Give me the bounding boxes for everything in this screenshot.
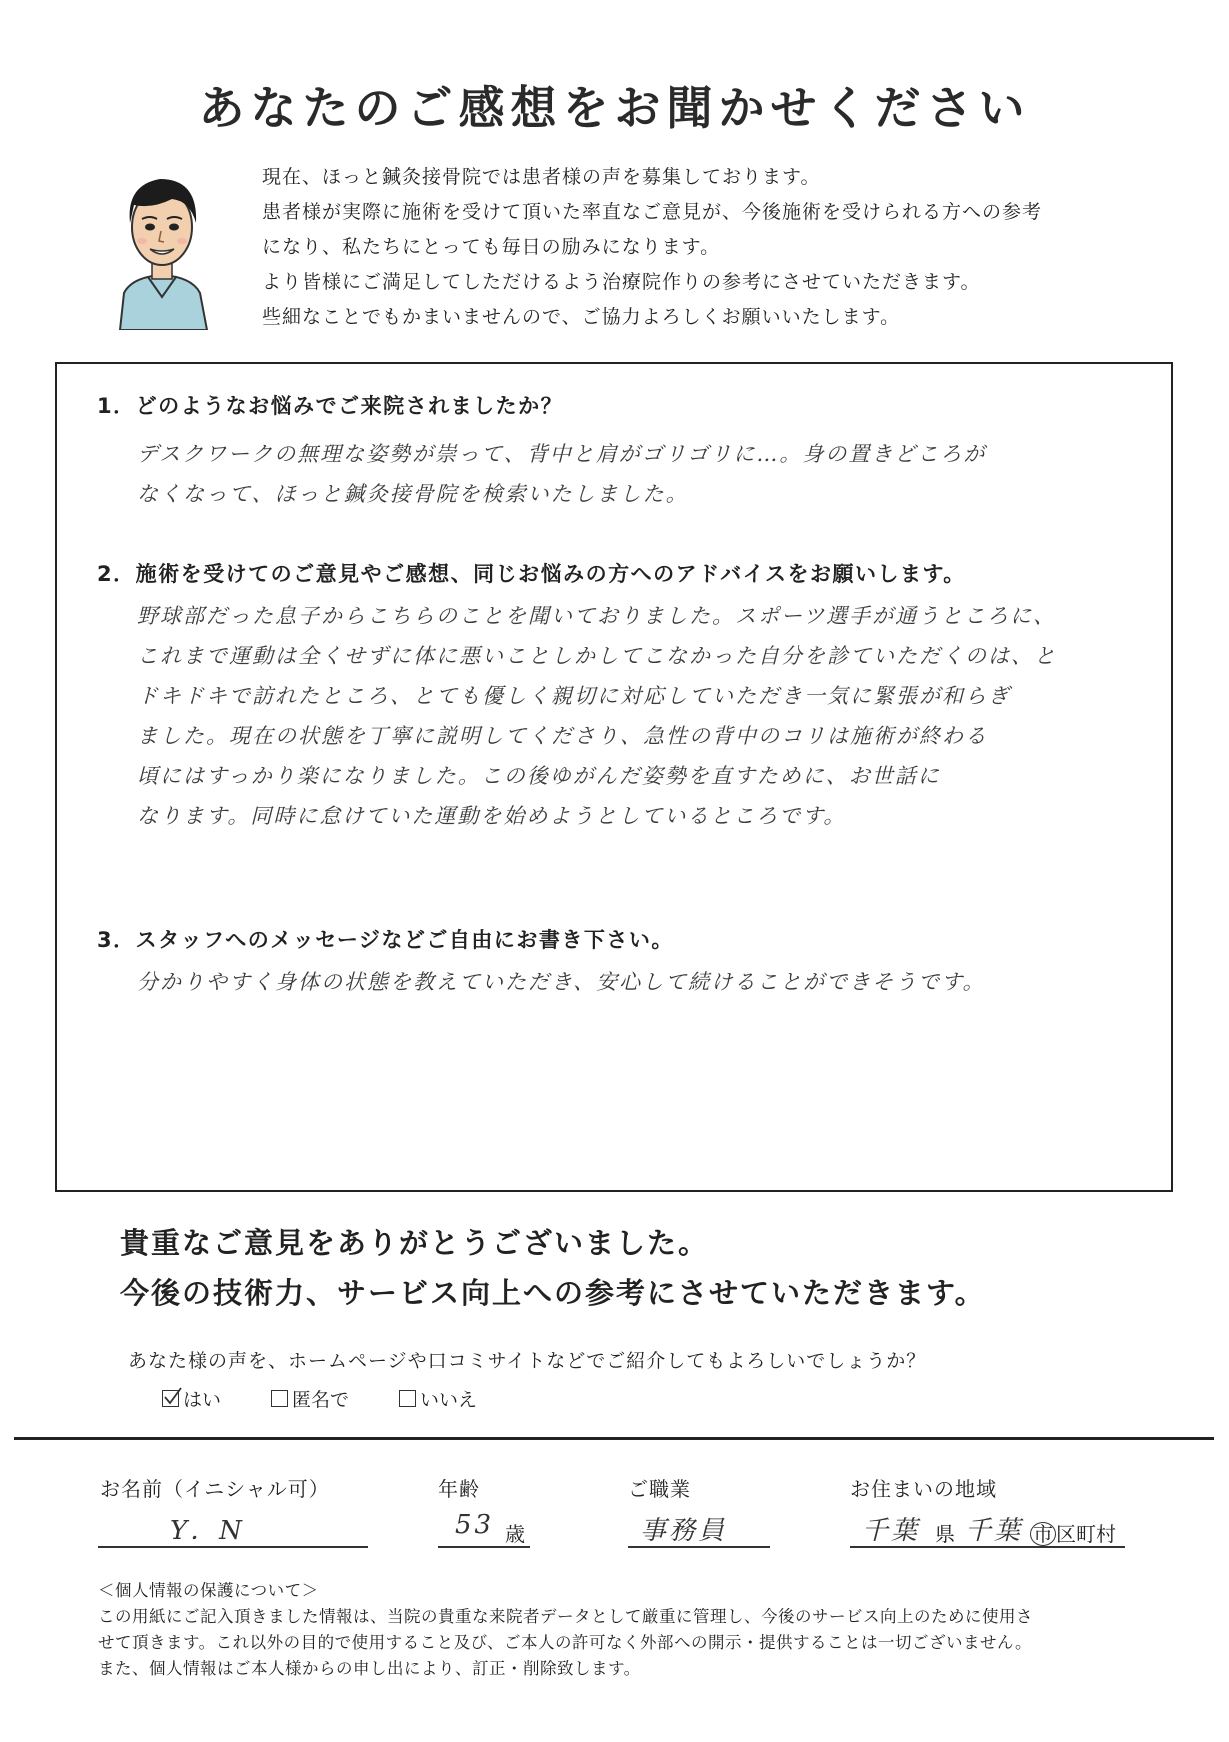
age-underline (438, 1546, 530, 1548)
consent-option-label: いいえ (420, 1389, 478, 1411)
job-value[interactable]: 事務員 (640, 1516, 728, 1546)
answer-line: なります。同時に怠けていた運動を始めようとしているところです。 (137, 804, 847, 828)
area-city-rest: 区町村 (1056, 1522, 1116, 1546)
intro-line: になり、私たちにとっても毎日の励みになります。 (262, 236, 721, 258)
privacy-line: せて頂きます。これ以外の目的で使用すること及び、ご本人の許可なく外部への開示・提供することは一切ございません。 (98, 1633, 1033, 1652)
age-value[interactable]: 53 (455, 1510, 495, 1540)
age-unit: 歳 (505, 1522, 525, 1546)
answer-line: デスクワークの無理な姿勢が崇って、背中と肩がゴリゴリに…。身の置きどころが (137, 442, 987, 466)
question-1-label: 1．どのようなお悩みでご来院されましたか？ (97, 394, 564, 418)
question-3-answer (137, 962, 1147, 1002)
consent-option-label: はい (183, 1389, 222, 1411)
answer-line: ました。現在の状態を丁寧に説明してくださり、急性の背中のコリは施術が終わる (137, 724, 988, 748)
answer-line: これまで運動は全くせずに体に悪いことしかしてこなかった自分を診ていただくのは、と (137, 644, 1057, 668)
intro-line: 現在、ほっと鍼灸接骨院では患者様の声を募集しております。 (262, 166, 821, 188)
checkbox-unchecked[interactable] (271, 1390, 288, 1407)
intro-text (262, 160, 1142, 335)
check-mark-icon (161, 1385, 183, 1407)
privacy-line: この用紙にご記入頂きました情報は、当院の貴重な来院者データとして厳重に管理し、今後のサービス向上のために使用さ (98, 1607, 1033, 1626)
area-prefecture-value[interactable]: 千葉 (862, 1516, 921, 1546)
area-city-value[interactable]: 千葉 (965, 1516, 1024, 1546)
answer-line: 野球部だった息子からこちらのことを聞いておりました。スポーツ選手が通うところに、 (137, 604, 1057, 628)
intro-line: 患者様が実際に施術を受けて頂いた率直なご意見が、今後施術を受けられる方への参考 (262, 201, 1043, 223)
answer-line: ドキドキで訪れたところ、とても優しく親切に対応していただき一気に緊張が和らぎ (137, 684, 1011, 708)
privacy-notice (98, 1578, 1138, 1682)
consent-option-anonymous[interactable] (271, 1385, 349, 1412)
consent-option-no[interactable] (399, 1385, 477, 1412)
question-1-answer (137, 434, 1147, 514)
thanks-line: 今後の技術力、サービス向上への参考にさせていただきます。 (120, 1276, 986, 1310)
privacy-line: また、個人情報はご本人様からの申し出により、訂正・削除致します。 (98, 1659, 641, 1678)
answer-line: なくなって、ほっと鍼灸接骨院を検索いたしました。 (137, 482, 689, 506)
intro-line: 些細なことでもかまいませんので、ご協力よろしくお願いいたします。 (262, 306, 901, 328)
consent-question: あなた様の声を、ホームページや口コミサイトなどでご紹介してもよろしいでしょうか？ (128, 1350, 927, 1372)
consent-option-yes[interactable] (162, 1385, 221, 1412)
question-3-label: 3．スタッフへのメッセージなどご自由にお書き下さい。 (97, 928, 674, 952)
question-2-answer (137, 596, 1147, 836)
staff-portrait-drawing (112, 165, 212, 330)
area-city-unit (1030, 1518, 1116, 1547)
section-divider (14, 1437, 1214, 1440)
job-underline (628, 1546, 770, 1548)
name-underline (98, 1546, 368, 1548)
checkbox-checked[interactable] (162, 1390, 179, 1407)
answer-line: 頃にはすっかり楽になりました。この後ゆがんだ姿勢を直すために、お世話に (137, 764, 941, 788)
area-underline (850, 1546, 1125, 1548)
staff-portrait (112, 165, 212, 330)
answer-line: 分かりやすく身体の状態を教えていただき、安心して続けることができそうです。 (137, 970, 986, 994)
name-value[interactable]: Y．N (170, 1516, 245, 1546)
intro-line: より皆様にご満足してしただけるよう治療院作りの参考にさせていただきます。 (262, 271, 981, 293)
consent-option-label: 匿名で (292, 1389, 350, 1411)
age-label: 年齢 (438, 1477, 480, 1501)
survey-box (55, 362, 1173, 1192)
thanks-message (120, 1218, 986, 1318)
thanks-line: 貴重なご意見をありがとうございました。 (120, 1226, 710, 1260)
area-city-circled: 市 (1030, 1522, 1056, 1546)
checkbox-unchecked[interactable] (399, 1390, 416, 1407)
name-label: お名前（イニシャル可） (100, 1477, 330, 1501)
consent-options (162, 1385, 477, 1412)
area-prefecture-unit: 県 (935, 1522, 955, 1546)
job-label: ご職業 (628, 1477, 691, 1501)
page-title: あなたのご感想をお聞かせください (198, 81, 1031, 135)
area-label: お住まいの地域 (850, 1477, 997, 1501)
privacy-heading: ＜個人情報の保護について＞ (98, 1581, 319, 1600)
question-2-label: 2．施術を受けてのご意見やご感想、同じお悩みの方へのアドバイスをお願いします。 (97, 562, 966, 586)
